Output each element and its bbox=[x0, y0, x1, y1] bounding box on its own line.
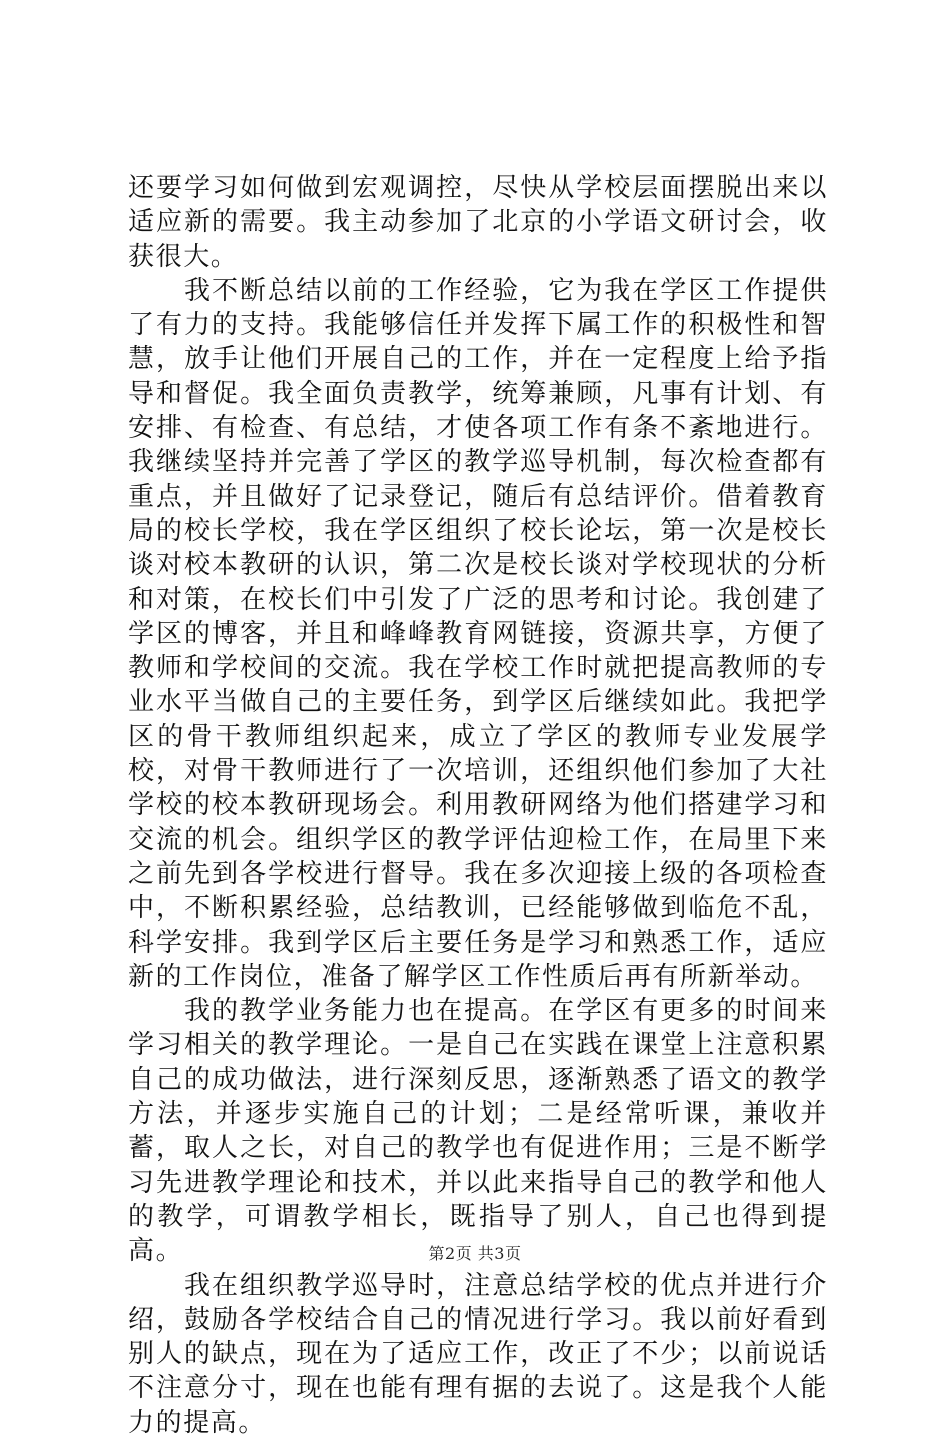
paragraph-2: 我不断总结以前的工作经验，它为我在学区工作提供了有力的支持。我能够信任并发挥下属工作的积极性和智慧，放手让他们开展自己的工作，并在一定程度上给予指导和督促。我全面负责教学，统筹兼顾，凡事有计划、有安排、有检查、有总结，才使各项工作有条不紊地进行。我继续坚持并完善了学区的教学巡导机制，每次检查都有重点，并且做好了记录登记，随后有总结评价。借着教育局的校长学校，我在学区组织了校长论坛，第一次是校长谈对校本教研的认识，第二次是校长谈对学校现状的分析和对策，在校长们中引发了广泛的思考和讨论。我创建了学区的博客，并且和峰峰教育网链接，资源共享，方便了教师和学校间的交流。我在学校工作时就把提高教师的专业水平当做自己的主要任务，到学区后继续如此。我把学区的骨干教师组织起来，成立了学区的教师专业发展学校，对骨干教师进行了一次培训，还组织他们参加了大社学校的校本教研现场会。利用教研网络为他们搭建学习和交流的机会。组织学区的教学评估迎检工作，在局里下来之前先到各学校进行督导。我在多次迎接上级的各项检查中，不断积累经验，总结教训，已经能够做到临危不乱，科学安排。我到学区后主要任务是学习和熟悉工作，适应新的工作岗位，准备了解学区工作性质后再有所新举动。 bbox=[128, 275, 828, 992]
page-number-footer: 第2页 共3页 bbox=[428, 1244, 522, 1263]
paragraph-1: 还要学习如何做到宏观调控，尽快从学校层面摆脱出来以适应新的需要。我主动参加了北京的小学语文研讨会，收获很大。 bbox=[128, 173, 828, 272]
paragraph-4: 我在组织教学巡导时，注意总结学校的优点并进行介绍，鼓励各学校结合自己的情况进行学习。我以前好看到别人的缺点，现在为了适应工作，改正了不少；以前说话不注意分寸，现在也能有理有据的去说了。这是我个人能力的提高。 bbox=[128, 1270, 828, 1438]
paragraph-3: 我的教学业务能力也在提高。在学区有更多的时间来学习相关的教学理论。一是自己在实践在课堂上注意积累自己的成功做法，进行深刻反思，逐渐熟悉了语文的教学方法，并逐步实施自己的计划；二是经常听课，兼收并蓄，取人之长，对自己的教学也有促进作用；三是不断学习先进教学理论和技术，并以此来指导自己的教学和他人的教学，可谓教学相长，既指导了别人，自己也得到提高。 bbox=[128, 996, 828, 1267]
